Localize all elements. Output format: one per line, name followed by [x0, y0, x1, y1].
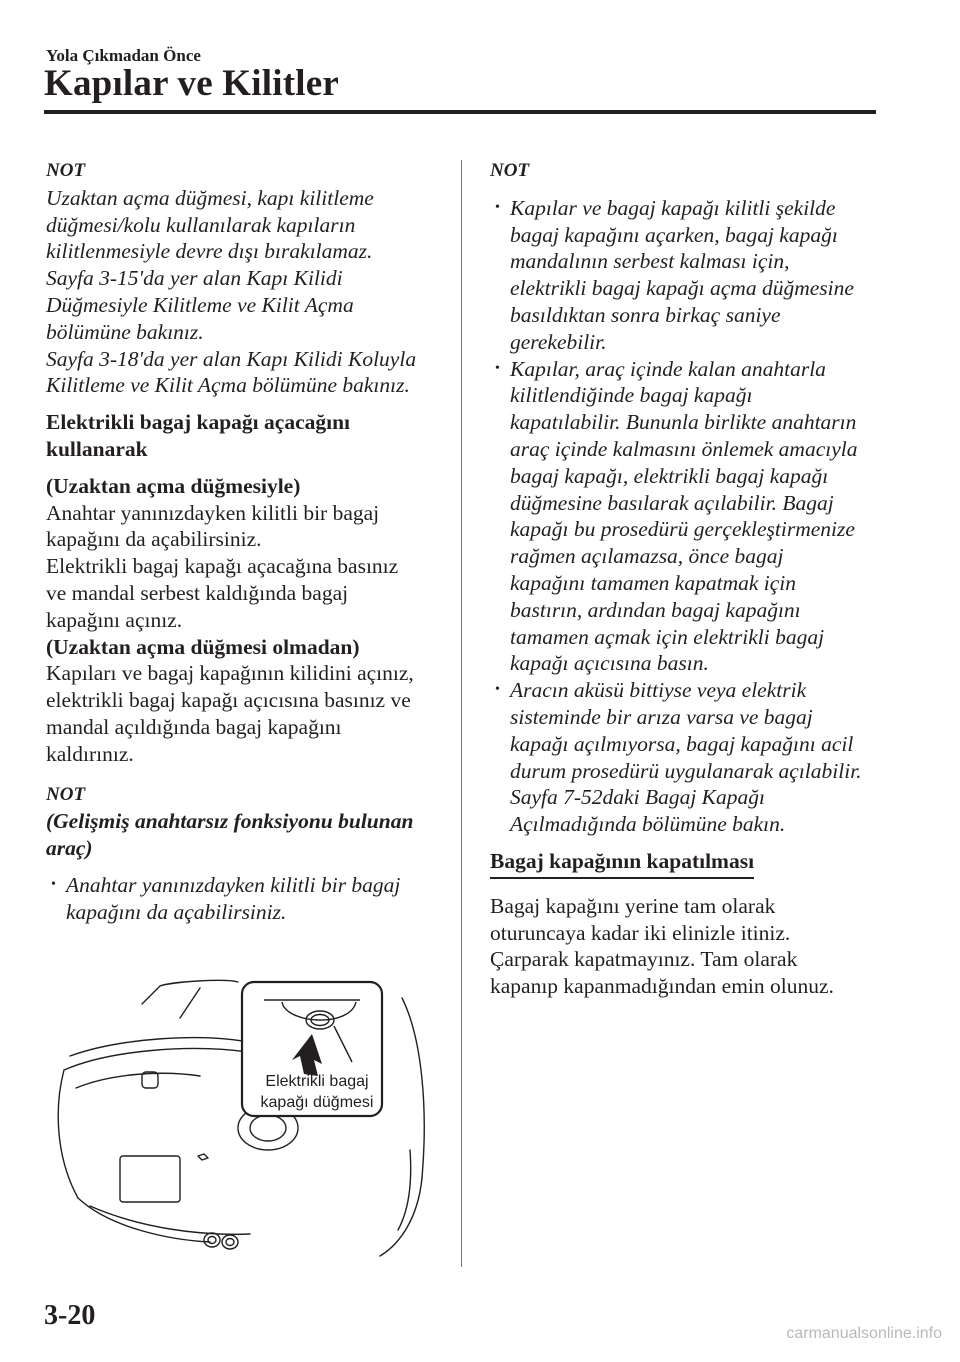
text-line: kapağını açınız.: [46, 607, 183, 632]
text-line: kapağı açılmıyorsa, bagaj kapağını acil: [510, 731, 854, 756]
note-bullet: [490, 195, 890, 356]
text-line: kapanıp kapanmadığından emin olunuz.: [490, 974, 834, 999]
text-line: elektrikli bagaj kapağı açma düğmesine: [510, 276, 854, 301]
header-rule: [44, 110, 876, 114]
figure-callout-label: [242, 1071, 392, 1113]
text-line: kilitlendiğinde bagaj kapağı: [510, 383, 753, 408]
note-label: NOT: [490, 160, 530, 181]
text-line: Kilitleme ve Kilit Açma bölümüne bakınız.: [46, 373, 410, 398]
text-line: bagaj kapağını açarken, bagaj kapağı: [510, 222, 838, 247]
text-line: (Gelişmiş anahtarsız fonksiyonu bulunan: [46, 809, 414, 834]
heading-line: Elektrikli bagaj kapağı açacağını: [46, 410, 351, 435]
subheading: (Uzaktan açma düğmesi olmadan): [46, 634, 360, 659]
note-bullet: [490, 677, 890, 838]
text-line: Sayfa 3-15'da yer alan Kapı Kilidi: [46, 266, 343, 291]
text-line: tamamen açmak için elektrikli bagaj: [510, 624, 825, 649]
note-label: NOT: [46, 783, 86, 805]
right-column: [490, 158, 890, 1000]
text-line: Elektrikli bagaj kapağı açacağına basınız: [46, 554, 399, 579]
text-line: rağmen açılamazsa, önce bagaj: [510, 544, 784, 569]
left-column: [46, 158, 446, 926]
text-line: kaldırınız.: [46, 741, 134, 766]
text-line: • Kapılar ve bagaj kapağı kilitli şekilde: [510, 195, 836, 220]
callout-line: kapağı düğmesi: [260, 1094, 374, 1111]
text-line: kapatılabilir. Bununla birlikte anahtarın: [510, 410, 857, 435]
text-line: mandalının serbest kalması için,: [510, 249, 790, 274]
heading-line: kullanarak: [46, 436, 148, 461]
text-line: düğmesine basılarak açılabilir. Bagaj: [510, 490, 834, 515]
text-line: basıldıktan sonra birkaç saniye: [510, 302, 781, 327]
text-line: araç): [46, 836, 93, 861]
text-line: • Aracın aküsü bittiyse veya elektrik: [510, 678, 807, 703]
column-divider: [461, 160, 462, 1267]
text-line: • Anahtar yanınızdayken kilitli bir bagaj: [66, 872, 401, 897]
text-line: kapağını da açabilirsiniz.: [46, 527, 262, 552]
note-bullet: [46, 872, 446, 926]
text-line: araç içinde kalmasını önlemek amacıyla: [510, 436, 858, 461]
text-line: bölümüne bakınız.: [46, 319, 204, 344]
text-line: Düğmesiyle Kilitleme ve Kilit Açma: [46, 292, 354, 317]
text-line: oturuncaya kadar iki elinizle itiniz.: [490, 920, 791, 945]
note-label: NOT: [46, 160, 86, 181]
watermark: carmanualsonline.info: [786, 1325, 942, 1342]
callout-line: Elektrikli bagaj: [265, 1073, 369, 1090]
tailgate-illustration: [50, 978, 442, 1260]
note-heading: [46, 808, 446, 862]
heading-text: Bagaj kapağının kapatılması: [490, 848, 754, 879]
note-text: [46, 185, 446, 399]
page-number: 3-20: [44, 1300, 96, 1331]
text-line: ve mandal serbest kaldığında bagaj: [46, 580, 349, 605]
note-bullet: [490, 356, 890, 678]
text-line: • Kapılar, araç içinde kalan anahtarla: [510, 356, 826, 381]
text-line: kapağını tamamen kapatmak için: [510, 570, 797, 595]
text-line: Anahtar yanınızdayken kilitli bir bagaj: [46, 500, 380, 525]
text-line: Açılmadığında bölümüne bakın.: [510, 812, 786, 837]
page-title: Kapılar ve Kilitler: [44, 63, 339, 104]
text-line: durum prosedürü uygulanarak açılabilir.: [510, 758, 862, 783]
text-line: kapağını da açabilirsiniz.: [66, 899, 287, 924]
text-line: sisteminde bir arıza varsa ve bagaj: [510, 704, 813, 729]
section-heading: [46, 409, 446, 463]
section-heading: [490, 848, 890, 879]
text-line: gerekebilir.: [510, 329, 607, 354]
text-line: bastırın, ardından bagaj kapağını: [510, 597, 801, 622]
text-line: Kapıları ve bagaj kapağının kilidini açınız,: [46, 661, 414, 686]
text-line: Sayfa 7-52daki Bagaj Kapağı: [510, 785, 765, 810]
text-line: Çarparak kapatmayınız. Tam olarak: [490, 947, 798, 972]
text-line: kapağı açıcısına basın.: [510, 651, 709, 676]
text-line: kilitlenmesiyle devre dışı bırakılamaz.: [46, 239, 373, 264]
section-label: Yola Çıkmadan Önce: [46, 46, 201, 65]
text-line: Sayfa 3-18'da yer alan Kapı Kilidi Koluyla: [46, 346, 417, 371]
text-line: bagaj kapağı, elektrikli bagaj kapağı: [510, 463, 829, 488]
text-line: Bagaj kapağını yerine tam olarak: [490, 893, 776, 918]
text-line: mandal açıldığında bagaj kapağını: [46, 714, 342, 739]
text-line: düğmesi/kolu kullanılarak kapıların: [46, 212, 356, 237]
text-line: Uzaktan açma düğmesi, kapı kilitleme: [46, 185, 374, 210]
subheading: (Uzaktan açma düğmesiyle): [46, 473, 301, 498]
text-line: kapağı bu prosedürü gerçekleştirmenize: [510, 517, 855, 542]
text-line: elektrikli bagaj kapağı açıcısına basınız ve: [46, 688, 411, 713]
